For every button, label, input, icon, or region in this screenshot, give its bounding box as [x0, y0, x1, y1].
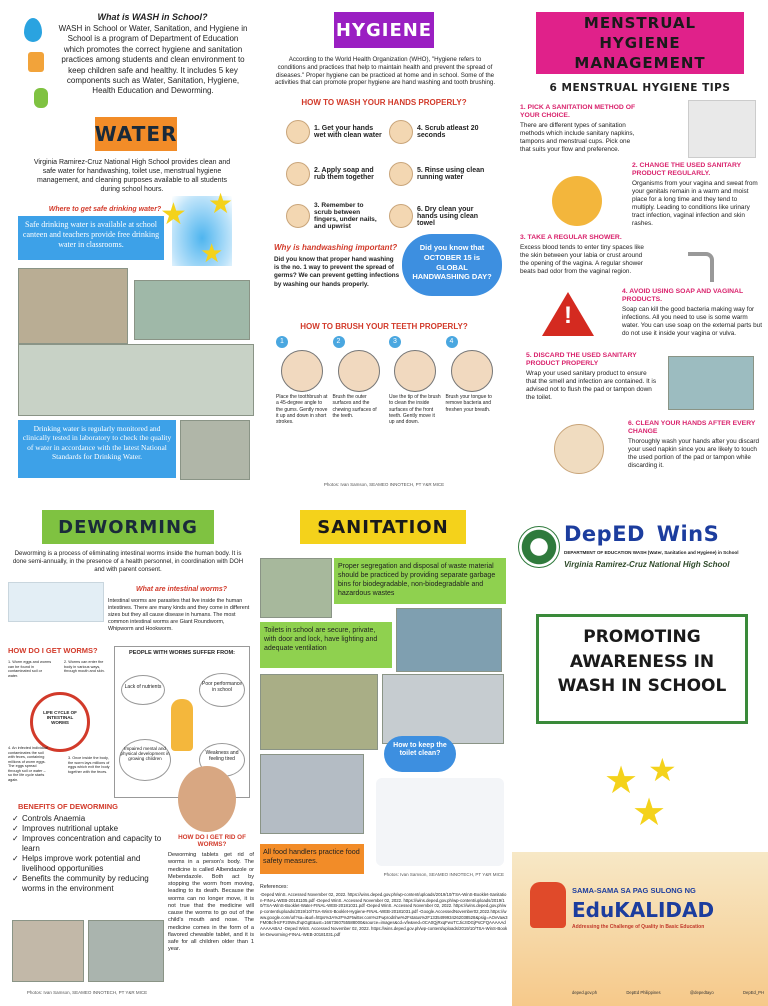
- step-number: 3: [389, 336, 401, 348]
- hand-germ-icon: [34, 88, 48, 108]
- star-icon: ★: [200, 238, 224, 268]
- sanitation-section: [256, 500, 512, 1006]
- branding-section: [512, 500, 768, 1006]
- water-testing-photo: [180, 420, 250, 480]
- face-brushing-icon: [281, 350, 323, 392]
- handwash-heading: HOW TO WASH YOUR HANDS PROPERLY?: [301, 98, 467, 107]
- menstrual-hygiene-section: [512, 0, 768, 500]
- toilet-cleaning-icons: [376, 778, 504, 866]
- tip-4: 4. AVOID USING SOAP AND VAGINAL PRODUCTS. Soap can kill the good bacteria making way for infections. All you need to use is some warm water. You can use soap on the external parts but do not use it inside your vagina or vulva.: [622, 288, 762, 338]
- brush-step: 1 Place the toothbrush at a 45-degree angle to the gums. Gently move it up and down in short strokes.: [276, 338, 328, 425]
- hand-wash-icon: [554, 424, 604, 474]
- rid-heading: HOW DO I GET RID OF WORMS?: [178, 834, 246, 848]
- warning-sign-glyph: !: [564, 302, 572, 329]
- water-monitor-box: Drinking water is regularly monitored and clinically tested in laboratory to check the quality of water in accordance with the latest National Standards for Drinking Water.: [18, 420, 176, 478]
- deworming-banner: DEWORMING: [42, 510, 214, 544]
- water-bottles-photo: [18, 344, 254, 416]
- keep-toilet-clean-cloud: How to keep the toilet clean?: [384, 736, 456, 772]
- hygiene-intro: According to the World Health Organization (WHO), "Hygiene refers to conditions and practices that help to maintain health and prevent the spread of diseases." Proper hygiene can be practiced at home and in school. Some of the activities that can promote proper hygiene are hand washing and tooth brushing.: [274, 56, 496, 87]
- deped-logo: DepED WinS: [564, 522, 720, 546]
- school-name: Virginia Ramirez-Cruz National High School: [564, 560, 730, 569]
- mhm-banner: MENSTRUAL HYGIENE MANAGEMENT: [536, 12, 744, 74]
- why-handwash-body: Did you know that proper hand washing is the no. 1 way to prevent the spread of germs? We can prevent getting infections by washing our hands properly.: [274, 256, 400, 288]
- brush-step: 2 Brush the outer surfaces and the chewing surfaces of the teeth.: [333, 336, 386, 425]
- hand-icon: [389, 204, 413, 228]
- references-body: -Deped WinS. Accessed November 02, 2022. https://wins.deped.gov.ph/wp-content/uploads/2019/10/TSA-WinS-Booklet-Sanitation-FINAL-WEB-20181105.pdf -Deped WinS. Accessed November 02, 2022. https://wins.deped.gov.ph/wp-content/uploads/2019/10/TSA-WinS-Booklet-Water-FINAL-WEB-20181031.pdf -Deped WinS. Accessed November 02, 2022. https://wins.deped.gov.ph/wp-content/uploads/2019/10/TSA-WinS-Booklet-Hygiene-FINAL-WEB-20181031.pdf -Google.AccessedNovember02,2022.https://www.google.com/url?sa=i&url=https%3A%2F%2Ftwitter.com%2Fwprodnhw%2Fstatus%2F1335499934262038528&psig=AOvVaw3FM0BcfHcFF20WvJhqIGgE&ust=1667360755588000&source=images&cd=vfe&ved=0CA0QjRxqFwoTCJiczIDGjPsCFQAAAAAdAAAAABAJ -Deped WinS. Accessed November 02, 2022. https://wins.deped.gov.ph/wp-content/uploads/2019/10/TSA-WinS-Booklet-Deworming-FINAL-WEB-20181031.pdf: [260, 892, 508, 937]
- water-dispenser-photo: [134, 280, 250, 340]
- rid-body: Deworming tablets get rid of worms in a person's body. The medicine is called Albendazole or Mebendazole. Both act by stopping the worm from moving, leading to its death. Because the worms can no longer move, it is not true that the medicine will cause the worms to go out of the child's mouth and nose. The medicine comes in the form of a flavored chewable tablet, and it is safe for all children older than 1 year.: [168, 852, 254, 953]
- sanitation-banner: SANITATION: [300, 510, 466, 544]
- disposal-bins-photo: [668, 356, 754, 410]
- hand-icon: [286, 120, 310, 144]
- brush-teeth-heading: HOW TO BRUSH YOUR TEETH PROPERLY?: [300, 322, 468, 331]
- sanitary-napkins-photo: [688, 100, 756, 158]
- edukalidad-banner: [512, 852, 768, 1006]
- handwash-step: 5. Rinse using clean running water: [389, 154, 486, 194]
- brush-teeth-steps: [276, 336, 498, 425]
- step-number: 4: [446, 336, 458, 348]
- face-brushing-icon: [394, 350, 436, 392]
- brush-step: 3 Use the tip of the brush to clean the inside surfaces of the front teeth. Gently move it up and down.: [389, 338, 441, 425]
- tip-5: 5. DISCARD THE USED SANITARY PRODUCT PROPERLY Wrap your used sanitary product to ensure that the smell and infection are contained. It is advised not to flush the pad or tampon down the toilet.: [526, 352, 657, 402]
- tip-2: 2. CHANGE THE USED SANITARY PRODUCT REGULARLY. Organisms from your vagina and sweat from your genitals remain in a warm and moist place for a long time and they tend to multiply. Leading to conditions like urinary tract infection, vaginal infection and skin rashes.: [632, 162, 758, 228]
- wash-heading: What is WASH in School?: [97, 12, 208, 22]
- cleaning-photo-1: [260, 674, 378, 750]
- benefits-heading: BENEFITS OF DEWORMING: [18, 802, 118, 811]
- sanitation-photo-credit: Photos: Ivan Samson, SEAMEO INNOTECH, PT Y&R MICE: [383, 872, 504, 877]
- hand-nails-photo: [178, 766, 236, 832]
- tip-3: 3. TAKE A REGULAR SHOWER. Excess blood tends to enter tiny spaces like the skin between your labia or crust around the opening of the vagina. A regular shower beats bad odor from the vaginal region.: [520, 234, 644, 276]
- deworming-photo-credit: Photos: Ivan Samson, SEAMEO INNOTECH, PT Y&R MICE: [26, 990, 148, 995]
- edukalidad-logo: EduKALIDAD: [572, 898, 715, 922]
- brush-step: 4 Brush your tongue to remove bacteria and freshen your breath.: [445, 338, 492, 413]
- food-handlers-box: All food handlers practice food safety measures.: [260, 844, 364, 874]
- handwash-steps: [286, 112, 486, 236]
- shower-icon: [688, 252, 714, 282]
- deworming-photo-2: [88, 920, 164, 982]
- safe-water-heading: Where to get safe drinking water?: [48, 206, 162, 213]
- suffer-heading: PEOPLE WITH WORMS SUFFER FROM:: [129, 650, 235, 656]
- why-handwash-heading: Why is handwashing important?: [274, 243, 398, 252]
- showering-icon: [552, 176, 602, 226]
- tip-6: 6. CLEAN YOUR HANDS AFTER EVERY CHANGE Thoroughly wash your hands after you discard your used napkin since you are likely to touch the used portion of the pad or tampon while discarding it.: [628, 420, 760, 470]
- handwash-step: 1. Get your hands wet with clean water: [286, 112, 383, 152]
- toilet-photo: [382, 674, 504, 744]
- face-brushing-icon: [338, 350, 380, 392]
- handwash-step: 3. Remember to scrub between fingers, under nails, and upwrist: [286, 196, 383, 236]
- water-intro: Virginia Ramirez-Cruz National High School provides clean and safe water for handwashing, toilet use, menstrual hygiene management, and cleaning purposes available to all students during school hours.: [33, 159, 231, 194]
- step-number: 2: [333, 336, 345, 348]
- toilets-box: Toilets in school are secure, private, with door and lock, have lighting and adequate ventilation: [260, 622, 392, 668]
- worm-images: [8, 582, 104, 622]
- hand-icon: [286, 162, 310, 186]
- suffer-box: PEOPLE WITH WORMS SUFFER FROM: Lack of nutrients Poor performance in school Impaired mental and physical development in growing children Weakness and feeling tired: [114, 646, 250, 798]
- star-icon: ★: [160, 198, 187, 231]
- edukalidad-sub: Addressing the Challenge of Quality in Basic Education: [572, 924, 705, 930]
- star-icon: ★: [632, 792, 667, 834]
- dept-line: DEPARTMENT OF EDUCATION WASH (Water, Sanitation and Hygiene) in School: [564, 550, 739, 555]
- safe-water-box: Safe drinking water is available at school canteen and teachers provide free drinking water in classrooms.: [18, 216, 164, 260]
- references-heading: References:: [260, 884, 288, 890]
- hand-icon: [389, 120, 413, 144]
- water-banner: WATER: [95, 117, 177, 151]
- what-worms-body: Intestinal worms are parasites that live inside the human intestines. There are many kinds and they come in different sizes but they all cause disease in humans. The most common intestinal worms are Giant Roundworm, Whipworm and Hookworm.: [108, 598, 250, 632]
- social-footer: deped.gov.ph DepEd Philippines @depedtayo DepEd_PH: [572, 990, 764, 995]
- star-icon: ★: [648, 752, 677, 788]
- deped-seal-logo: [518, 526, 560, 568]
- wash-body: WASH in School or Water, Sanitation, and Hygiene in School is a program of Department of Education which promotes the correct hygiene and sanitation practices among students and clean environment to keep children safe and healthy. It includes 5 key components such as Water, Sanitation, Hygiene, Health Education and Deworming.: [58, 24, 248, 96]
- step-number: 1: [276, 336, 288, 348]
- hand-icon: [389, 162, 413, 186]
- hygiene-section: [256, 0, 512, 500]
- what-worms-heading: What are intestinal worms?: [136, 586, 228, 593]
- star-icon: ★: [604, 760, 639, 802]
- segregation-box: Proper segregation and disposal of waste material should be practiced by providing separate garbage bins for biodegradable, non-biodegradable and hazardous wastes: [334, 558, 506, 604]
- mhm-tips-heading: 6 MENSTRUAL HYGIENE TIPS: [549, 82, 731, 94]
- handwash-step: 4. Scrub atleast 20 seconds: [389, 112, 486, 152]
- hygiene-banner: HYGIENE: [334, 12, 434, 48]
- hand-icon: [286, 204, 310, 228]
- sulong-text: SAMA-SAMA SA PAG SULONG NG: [572, 886, 696, 895]
- deworming-photo-1: [12, 920, 84, 982]
- person-icon: [171, 699, 193, 751]
- how-get-heading: HOW DO I GET WORMS?: [8, 646, 98, 655]
- school-canteen-photo: [18, 268, 128, 344]
- benefits-list: ✓ Controls Anaemia ✓ Improves nutritional uptake ✓ Improves concentration and capacity to learn ✓ Helps improve work potential and livelihood opportunities ✓ Benefits the community by reducing worms in the environment: [12, 814, 172, 894]
- handwash-step: 6. Dry clean your hands using clean towel: [389, 196, 486, 236]
- edukalidad-figure-icon: [530, 882, 566, 928]
- handwashing-day-cloud: Did you know that OCTOBER 15 is GLOBAL HANDWASHING DAY?: [402, 234, 502, 296]
- tip-1: 1. PICK A SANITATION METHOD OF YOUR CHOICE. There are different types of sanitation methods which include sanitary napkins, tampons and menstrual cups. Pick one that suits your flow and preference.: [520, 104, 636, 154]
- life-cycle-center: LIFE CYCLE OF INTESTINAL WORMS: [43, 710, 77, 725]
- garbage-bins-photo: [396, 608, 502, 672]
- garbage-area-photo: [260, 558, 332, 618]
- handwash-step: 2. Apply soap and rub them together: [286, 154, 383, 194]
- hygiene-photo-credit: Photos: Ivan Samson, SEAMEO INNOTECH, PT Y&R MICE: [323, 482, 445, 487]
- water-drop-icon: [24, 18, 42, 42]
- face-brushing-icon: [451, 350, 493, 392]
- deworming-intro: Deworming is a process of eliminating intestinal worms inside the human body. It is done semi-annually, in the presence of a health personnel, in coordination with DOH and with parent consent.: [12, 550, 244, 573]
- water-section: [0, 0, 256, 500]
- cleaning-photo-2: [260, 754, 364, 834]
- promoting-box: PROMOTING AWARENESS IN WASH IN SCHOOL: [536, 614, 748, 724]
- soap-icon: [28, 52, 44, 72]
- deworming-section: [0, 500, 256, 1006]
- star-icon: ★: [208, 188, 234, 219]
- life-cycle-diagram: LIFE CYCLE OF INTESTINAL WORMS 1. Worm eggs and worms can be found in contaminated soil or water. 2. Worms can enter the body in various ways, through mouth and skin. 3. Once inside the body, the worm lays millions of eggs which exit the body together with the feces. 4. An infected individual contaminates the soil with feces, containing millions of worm eggs. The eggs spread through soil or water – so the life cycle starts again.: [8, 660, 110, 782]
